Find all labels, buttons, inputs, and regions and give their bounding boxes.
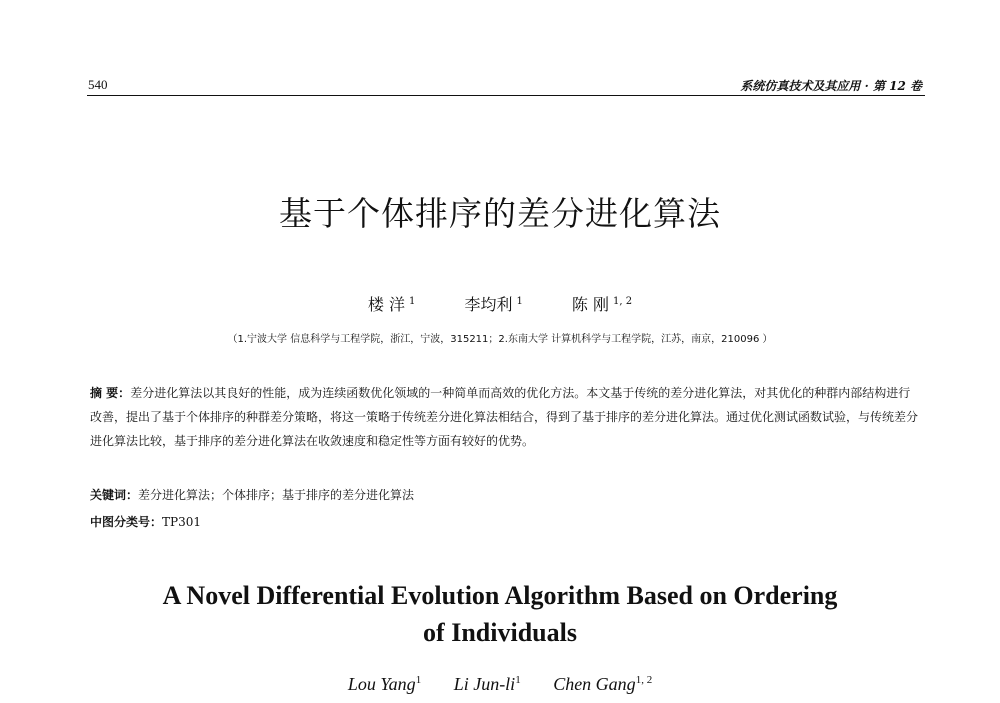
keywords-text: 差分进化算法；个体排序；基于排序的差分进化算法 <box>138 488 415 502</box>
page-number: 540 <box>88 77 108 92</box>
clc-label: 中图分类号： <box>90 515 163 529</box>
abstract <box>90 381 920 453</box>
author-affiliation-mark: 1 <box>515 674 521 686</box>
abstract-label: 摘 要： <box>90 386 131 400</box>
chinese-author-list <box>0 292 1000 315</box>
classification-number <box>90 513 201 530</box>
header-rule <box>87 95 925 96</box>
english-author-list <box>0 674 1000 695</box>
chinese-author: 楼 洋 $^1$ <box>367 295 416 314</box>
english-title-line-2: of Individuals <box>423 618 577 647</box>
chinese-author: 李均利 $^1$ <box>464 295 523 314</box>
affiliation: （1.宁波大学 信息科学与工程学院，浙江，宁波，315211；2.东南大学 计算机科学与工程学院，江苏，南京，210096 ） <box>227 334 773 345</box>
author-affiliation-mark: 1 <box>415 674 422 686</box>
author-affiliation-mark: 1, 2 <box>635 674 653 686</box>
keywords <box>90 486 414 503</box>
abstract-text: 差分进化算法以其良好的性能，成为连续函数优化领域的一种简单而高效的优化方法。本文基于传统的差分进化算法，对其优化的种群内部结构进行改善，提出了基于个体排序的种群差分策略，将这一策略于传统差分进化算法相结合，得到了基于排序的差分进化算法。通过优化测试函数试验，与传统差分进化算法比较，基于排序的差分进化算法在收敛速度和稳定性等方面有较好的优势。 <box>90 386 919 448</box>
clc-value: TP301 <box>162 515 201 529</box>
chinese-author: 陈 刚 $^{1, 2}$ <box>571 295 633 314</box>
english-author: Lou Yang$^1$ <box>347 674 422 694</box>
keywords-label: 关键词： <box>90 488 139 502</box>
chinese-title: 基于个体排序的差分进化算法 <box>279 194 721 233</box>
english-author: Chen Gang$^{1, 2}$ <box>553 674 653 694</box>
running-head: 系统仿真技术及其应用 · 第 12 卷 <box>740 79 922 93</box>
author-affiliation-mark: 1 <box>408 295 416 307</box>
english-title-line-1: A Novel Differential Evolution Algorithm Based on Ordering <box>162 581 838 610</box>
author-affiliation-mark: 1, 2 <box>613 295 633 307</box>
english-title <box>0 577 1000 651</box>
english-author: Li Jun-$li^1$ <box>453 674 521 694</box>
author-affiliation-mark: 1 <box>516 295 523 307</box>
